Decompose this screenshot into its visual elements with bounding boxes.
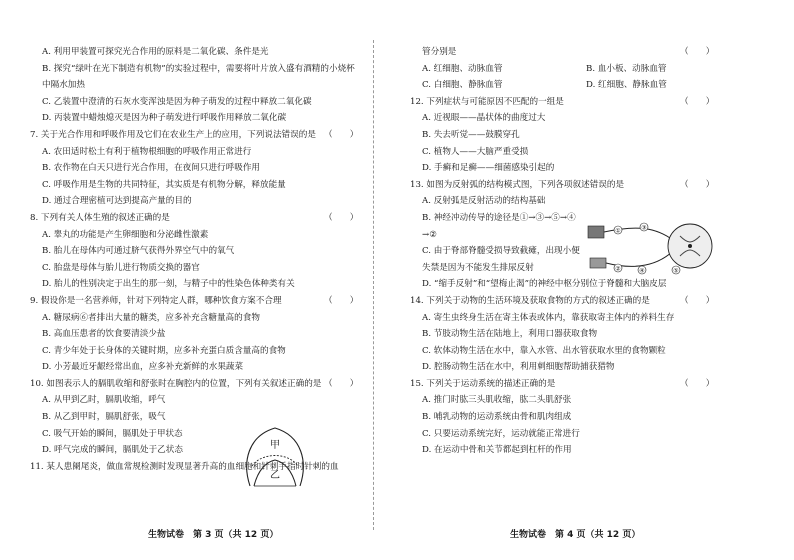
option-line (30, 442, 386, 459)
question-stem (410, 94, 794, 111)
option-text: C. 白细胞、静脉血管 (422, 80, 503, 91)
line-text: 9. 假设你是一名营养师，针对下列特定人群，哪种饮食方案不合理 (30, 295, 282, 306)
line-text: 11. 某人患阑尾炎，做血常规检测时发现显著升高的血细胞和针刺手指时针刺的血 (30, 461, 339, 472)
option-line (410, 326, 794, 343)
line-text: 13. 如图为反射弧的结构模式图，下列各项叙述错误的是 (410, 179, 625, 190)
line-text: D. 手癣和足癣——细菌感染引起的 (422, 163, 555, 174)
line-text: C. 胎盘是母体与胎儿进行物质交换的器官 (42, 262, 200, 273)
line-text: D. 胎儿的性别决定于出生的那一刻，与精子中的性染色体种类有关 (42, 279, 295, 290)
option-line (30, 260, 386, 277)
option-line (30, 193, 386, 210)
option-line (30, 144, 386, 161)
left-page-footer: 生物试卷 第 3 页（共 12 页） (148, 530, 279, 540)
option-line (30, 160, 386, 177)
option-pair (410, 61, 794, 78)
line-text: 中隔水加热 (42, 80, 85, 91)
option-line (30, 44, 386, 61)
line-text: A. 推门时肱三头肌收缩，肱二头肌舒张 (422, 395, 572, 406)
figure-label-yi: 乙 (270, 470, 280, 481)
option-line (410, 409, 794, 426)
line-text: 管分别是 (422, 47, 457, 57)
option-line (30, 359, 386, 376)
line-text: →② (422, 229, 437, 240)
figure-label-jia: 甲 (270, 440, 280, 451)
option-text: A. 红细胞、动脉血管 (422, 63, 503, 74)
line-text: C. 植物人——大脑严重受损 (422, 146, 529, 157)
option-line (30, 276, 386, 293)
line-text: A. 近视眼——晶状体的曲度过大 (422, 113, 546, 124)
answer-bracket: （ ） (324, 129, 359, 140)
option-line (410, 160, 794, 177)
option-line (30, 177, 386, 194)
line-text: C. 软体动物生活在水中，靠入水管、出水管获取水里的食物颗粒 (422, 345, 666, 356)
line-text: B. 胎儿在母体内可通过脐气获得外界空气中的氧气 (42, 246, 235, 257)
answer-bracket: （ ） (324, 295, 359, 306)
line-text: B. 农作物在白天只进行光合作用，在夜间只进行呼吸作用 (42, 163, 261, 174)
line-text: A. 睾丸的功能是产生卵细胞和分泌雌性激素 (42, 229, 209, 240)
question-stem (30, 459, 386, 476)
option-line (410, 144, 794, 161)
question-stem (410, 293, 794, 310)
answer-bracket: （ ） (680, 96, 715, 107)
line-text: A. 农田适时松土有利于植物根细胞的呼吸作用正常进行 (42, 146, 252, 157)
line-text: 12. 下列症状与可能原因不匹配的一组是 (410, 96, 564, 107)
line-text: C. 呼吸作用是生物的共同特征，其实质是有机物分解，释放能量 (42, 179, 286, 190)
line-text: B. 探究“绿叶在光下制造有机物”的实验过程中，需要将叶片放入盛有酒精的小烧杯 (42, 63, 355, 74)
left-page (0, 0, 386, 560)
option-line (410, 127, 794, 144)
option-line (30, 243, 386, 260)
option-text: B. 血小板、动脉血管 (586, 63, 667, 74)
continuation-line (410, 44, 794, 61)
option-line (30, 326, 386, 343)
option-line (410, 426, 794, 443)
line-text: A. 寄生虫终身生活在寄主体表或体内，靠获取寄主体内的养料生存 (422, 312, 675, 323)
figure-label-1: ① (615, 227, 621, 235)
line-text: D. “缩手反射”和“望梅止渴”的神经中枢分别位于脊髓和大脑皮层 (422, 279, 667, 290)
line-text: C. 由于脊部脊髓受损导致截瘫，出现小便 (422, 246, 580, 257)
option-line (30, 61, 386, 78)
reflex-arc-figure (572, 218, 722, 282)
figure-label-3: ③ (641, 224, 647, 232)
option-line (30, 94, 386, 111)
line-text: A. 反射弧是反射活动的结构基础 (422, 196, 546, 207)
question-stem (30, 376, 386, 393)
line-text: 7. 关于光合作用和呼吸作用及它们在农业生产上的应用，下列说法错误的是 (30, 129, 316, 140)
answer-bracket: （ ） (324, 212, 359, 223)
line-text: C. 吸气开始的瞬间，膈肌处于甲状态 (42, 428, 183, 439)
option-line (410, 442, 794, 459)
line-text: 失禁是因为不能发生排尿反射 (422, 262, 534, 273)
answer-bracket: （ ） (680, 179, 715, 190)
option-line (30, 227, 386, 244)
figure-label-4: ④ (639, 267, 645, 275)
continuation-line (30, 77, 386, 94)
line-text: D. 在运动中骨和关节都起到杠杆的作用 (422, 445, 572, 456)
line-text: C. 青少年处于长身体的关键时期，应多补充蛋白质含量高的食物 (42, 345, 286, 356)
option-line (30, 343, 386, 360)
option-line (410, 392, 794, 409)
option-line (30, 392, 386, 409)
option-line (30, 310, 386, 327)
option-pair (410, 77, 794, 94)
line-text: 14. 下列关于动物的生活环境及获取食物的方式的叙述正确的是 (410, 295, 650, 306)
figure-label-2: ② (615, 265, 621, 273)
line-text: C. 乙装置中澄清的石灰水变浑浊是因为种子萌发的过程中释放二氧化碳 (42, 96, 312, 107)
option-line (410, 310, 794, 327)
answer-bracket: （ ） (680, 295, 715, 306)
line-text: 8. 下列有关人体生殖的叙述正确的是 (30, 212, 170, 223)
line-text: B. 神经冲动传导的途径是①→③→⑤→④ (422, 212, 576, 223)
line-text: C. 只要运动系统完好，运动就能正常进行 (422, 428, 580, 439)
page-divider (373, 40, 374, 530)
line-text: A. 糖尿病⑥者排出大量的糖类，应多补充含糖量高的食物 (42, 312, 260, 323)
option-line (30, 110, 386, 127)
line-text: A. 从甲到乙时，膈肌收缩，呼气 (42, 395, 166, 406)
line-text: D. 小芳最近牙龈经常出血，应多补充新鲜的水果蔬菜 (42, 362, 244, 373)
option-text: D. 红细胞、静脉血管 (586, 80, 667, 91)
line-text: D. 通过合理密植可达到提高产量的目的 (42, 196, 192, 207)
line-text: 15. 下列关于运动系统的描述正确的是 (410, 378, 556, 389)
line-text: D. 呼气完成的瞬间，膈肌处于乙状态 (42, 445, 183, 456)
line-text: B. 节肢动物生活在陆地上，利用口器获取食物 (422, 329, 598, 340)
line-text: 10. 如图表示人的膈肌收缩和舒张时在胸腔内的位置，下列有关叙述正确的是 (30, 378, 322, 389)
figure-label-5: ⑤ (673, 267, 679, 275)
option-line (410, 193, 794, 210)
question-stem (30, 293, 386, 310)
line-text: D. 丙装置中蜡烛熄灭是因为种子萌发进行呼吸作用释放二氧化碳 (42, 113, 287, 124)
line-text: D. 腔肠动物生活在水中，利用刺细胞帮助捕获猎物 (422, 362, 615, 373)
diaphragm-figure (240, 422, 310, 490)
option-line (410, 343, 794, 360)
option-line (30, 409, 386, 426)
line-text: B. 哺乳动物的运动系统由骨和肌肉组成 (422, 412, 572, 423)
line-text: B. 高血压患者的饮食要清淡少盐 (42, 329, 166, 340)
right-page-footer: 生物试卷 第 4 页（共 12 页） (510, 530, 641, 540)
option-line (410, 110, 794, 127)
question-stem (410, 376, 794, 393)
question-stem (30, 210, 386, 227)
line-text: B. 从乙到甲时，膈肌舒张，吸气 (42, 412, 166, 423)
question-stem (30, 127, 386, 144)
line-text: B. 失去听觉——鼓膜穿孔 (422, 129, 520, 140)
answer-bracket: （ ） (324, 378, 359, 389)
option-line (30, 426, 386, 443)
answer-bracket: （ ） (680, 47, 715, 57)
question-stem (410, 177, 794, 194)
option-line (410, 359, 794, 376)
line-text: A. 利用甲装置可探究光合作用的原料是二氧化碳、条件是光 (42, 47, 269, 57)
answer-bracket: （ ） (680, 378, 715, 389)
